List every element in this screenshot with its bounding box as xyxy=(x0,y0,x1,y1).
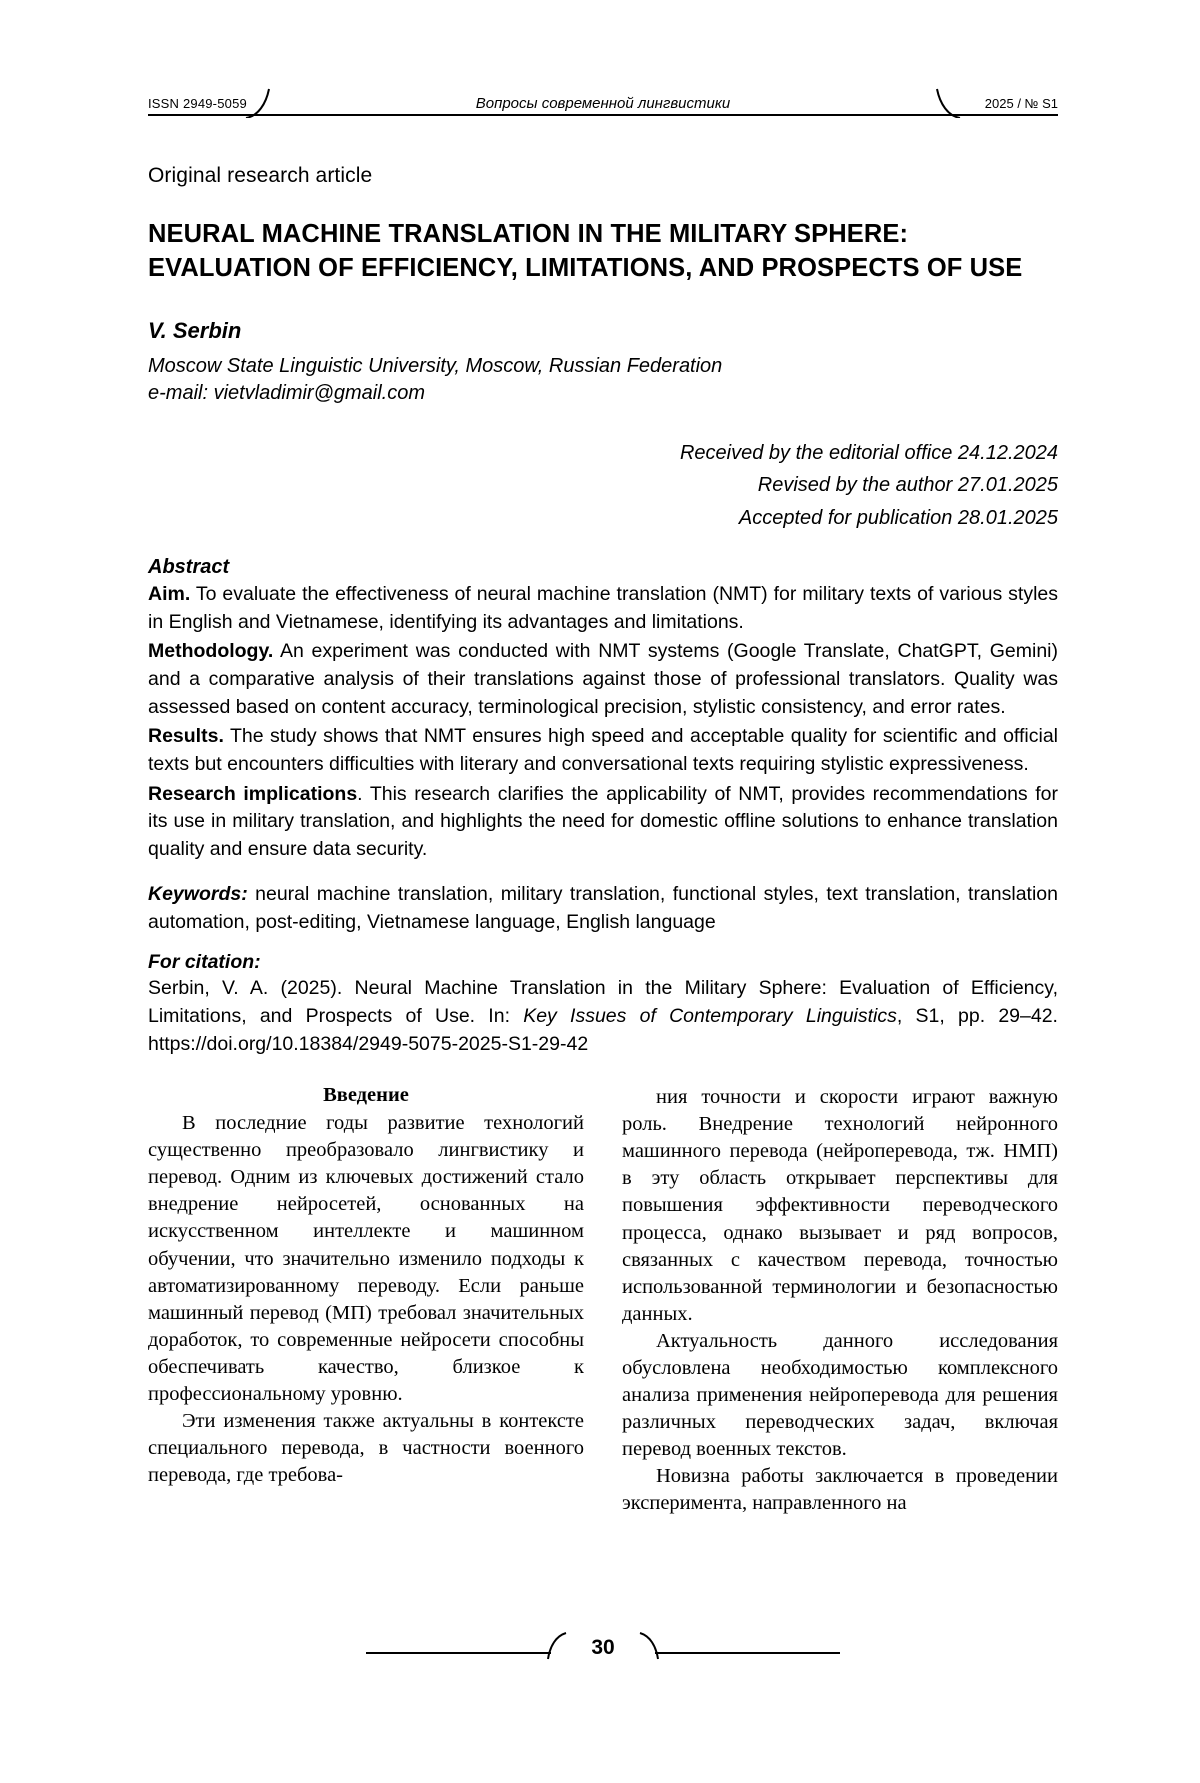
abstract-results xyxy=(148,723,1058,778)
title-line-2: EVALUATION OF EFFICIENCY, LIMITATIONS, AND PROSPECTS OF USE xyxy=(148,253,1023,282)
page-title xyxy=(148,218,1058,286)
abstract-results-text: The study shows that NMT ensures high speed and acceptable quality for scientific and official texts but encounters difficulties with literary and conversational texts requiring stylistic expressiveness. xyxy=(148,725,1058,776)
body-column-right xyxy=(622,1084,1058,1517)
page-number-text: 30 xyxy=(577,1636,628,1659)
paragraph: Эти изменения также актуальны в контексте специального перевода, в частности военного перевода, где требова- xyxy=(148,1409,584,1486)
author-email: e-mail: vietvladimir@gmail.com xyxy=(148,381,426,404)
abstract-implications-text: . This research clarifies the applicability of NMT, provides recommendations for its use in military translation, and highlights the need for domestic offline solutions to enhance translation quality and ensure data security. xyxy=(148,782,1059,861)
date-accepted: Accepted for publication 28.01.2025 xyxy=(738,506,1058,529)
running-head-rule xyxy=(148,114,1058,116)
abstract-methodology xyxy=(148,638,1058,721)
issue-label: 2025 / № S1 xyxy=(979,96,1058,111)
paragraph: Новизна работы заключается в проведении эксперимента, направленного на xyxy=(622,1464,1058,1514)
author-affiliation: Moscow State Linguistic University, Moscow, Russian Federation xyxy=(148,354,723,377)
date-received: Received by the editorial office 24.12.2024 xyxy=(679,441,1058,464)
abstract-heading: Abstract xyxy=(148,555,230,578)
citation-text xyxy=(148,975,1058,1058)
title-line-1: NEURAL MACHINE TRANSLATION IN THE MILITARY SPHERE: xyxy=(148,220,909,248)
keywords-label: Keywords: xyxy=(148,882,248,905)
keywords-block xyxy=(148,881,1058,936)
journal-title-text: Вопросы современной лингвистики xyxy=(466,95,741,112)
date-revised: Revised by the author 27.01.2025 xyxy=(757,474,1058,497)
body-column-left xyxy=(148,1084,584,1517)
abstract-methodology-text: An experiment was conducted with NMT systems (Google Translate, ChatGPT, Gemini) and a comparative analysis of their translations against those of professional translators. Quality was assessed based on content accuracy, terminological precision, stylistic consistency, and error rates. xyxy=(148,640,1058,718)
abstract-implications xyxy=(148,781,1058,864)
page-content xyxy=(148,84,1058,1517)
abstract-methodology-label: Methodology. xyxy=(148,640,274,663)
author-name: V. Serbin xyxy=(148,317,242,343)
abstract-aim xyxy=(148,581,1058,636)
citation-journal-name: Key Issues of Contemporary Linguistics xyxy=(523,1004,897,1027)
journal-title xyxy=(148,95,1058,112)
abstract-aim-text: To evaluate the effectiveness of neural machine translation (NMT) for military texts of various styles in English and Vietnamese, identifying its advantages and limitations. xyxy=(148,582,1058,633)
article-type: Original research article xyxy=(148,164,373,187)
section-title: Введение xyxy=(323,1084,409,1107)
issn-label: ISSN 2949-5059 xyxy=(148,96,253,111)
paragraph: Актуальность данного исследования обусловлена необходимостью комплексного анализа применения нейроперевода для решения различных переводческих задач, включая перевод военных текстов. xyxy=(622,1329,1058,1460)
paragraph: В последние годы развитие технологий существенно преобразовало лингвистику и перевод. Одним из ключевых достижений стало внедрение нейросетей, основанных на искусственном интеллекте и машинном обучении, что значительно изменило подходы к автоматизированному переводу. Если раньше машинный перевод (МП) требовал значительных доработок, то современные нейросети способны обеспечивать качество, близкое к профессиональному уровню. xyxy=(148,1112,584,1405)
running-head xyxy=(148,84,1058,126)
citation-heading: For citation: xyxy=(148,951,261,974)
paragraph: ния точности и скорости играют важную роль. Внедрение технологий нейронного машинного перевода (нейроперевода, тж. НМП) в эту область открывает перспективы для повышения эффективности переводческого процесса, однако вызывает и ряд вопросов, связанных с качеством перевода, точностью использованной терминологии и безопасностью данных. xyxy=(622,1086,1058,1325)
abstract-results-label: Results. xyxy=(148,725,224,748)
page-number xyxy=(148,1636,1058,1660)
abstract-implications-label: Research implications xyxy=(148,782,358,805)
article-dates xyxy=(148,437,1058,534)
body-columns xyxy=(148,1084,1058,1517)
citation-part-2: , S1, pp. 29–42. https://doi.org/10.18384/2949-5075-2025-S1-29-42 xyxy=(148,1004,1058,1055)
abstract-aim-label: Aim. xyxy=(148,582,191,605)
keywords-text: neural machine translation, military translation, functional styles, text translation, translation automation, post-editing, Vietnamese language, English language xyxy=(148,882,1058,933)
citation-part-1: Serbin, V. A. (2025). Neural Machine Translation in the Military Sphere: Evaluation of Efficiency, Limitations, and Prospects of Use. In: xyxy=(148,977,1058,1027)
page-footer xyxy=(148,1626,1058,1686)
